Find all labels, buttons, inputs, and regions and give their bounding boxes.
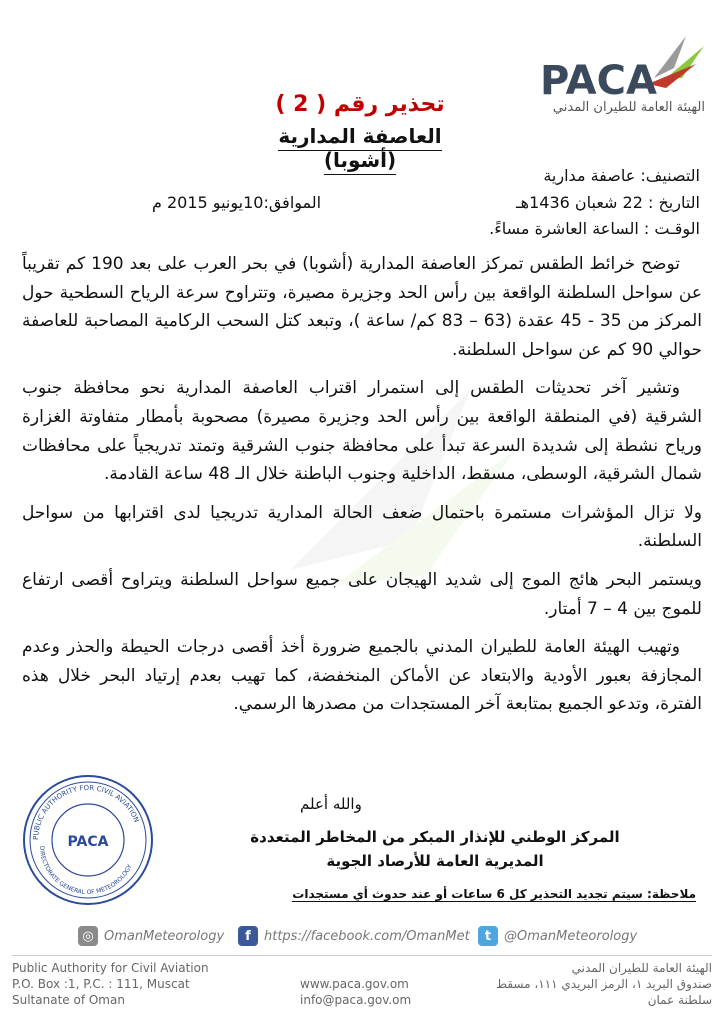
renewal-note-text: ملاحظة: سيتم تجديد التحذير كل 6 ساعات أو عند حدوث أي مستجدات [292,887,696,901]
instagram-link[interactable] [78,924,224,948]
gregorian-date: الموافق:10يونيو 2015 م [152,193,322,212]
logo-text: PACA [540,58,657,104]
facebook-link[interactable] [238,924,470,948]
renewal-note [292,887,696,901]
facebook-url: https://facebook.com/OmanMet [264,928,470,944]
footer-en-line3: Sultanate of Oman [12,993,125,1007]
footer-ar-line2: صندوق البريد ١، الرمز البريدي ١١١، مسقط [495,977,712,991]
official-stamp [20,772,156,908]
paragraph-sea-state: ويستمر البحر هائج الموج إلى شديد الهيجان على جميع سواحل السلطنة ويتراوح أقصى ارتفاع للموج بين 4 – 7 أمتار. [22,569,702,619]
footer-website[interactable]: www.paca.gov.om [300,977,409,991]
warning-number-title: تحذير رقم ( 2 ) [275,92,445,117]
warning-center-name: المركز الوطني للإنذار المبكر من المخاطر المتعددة [250,828,620,846]
logo-subtitle: الهيئة العامة للطيران المدني [552,100,705,115]
instagram-icon: ◎ [78,926,98,946]
paragraph-advisory: وتهيب الهيئة العامة للطيران المدني بالجميع ضرورة أخذ أقصى درجات الحيطة والحذر وعدم المجازفة بعبور الأودية والابتعاد عن الأماكن المنخفضة، كما تهيب بعدم إرتياد البحر خلال هذه الفترة، وتدعو الجميع بمتابعة آخر المستجدات من مصدرها الرسمي. [22,637,702,715]
footer-arabic-address [496,960,712,1008]
storm-title [240,124,480,172]
twitter-handle: @OmanMeteorology [504,928,638,944]
stamp-center-text: PACA [67,834,109,850]
classification: التصنيف: عاصفة مدارية [543,166,700,185]
footer-contacts [300,976,411,1008]
twitter-icon: t [478,926,498,946]
footer-email[interactable]: info@paca.gov.om [300,993,412,1007]
issue-time: الوقـت : الساعة العاشرة مساءً. [489,219,700,238]
footer-ar-line1: الهيئة العامة للطيران المدني [571,961,712,975]
storm-title-text: العاصفة المدارية (أشوبا) [278,124,441,175]
paragraph-weakening: ولا تزال المؤشرات مستمرة باحتمال ضعف الحالة المدارية تدريجيا لدى اقترابها من سواحل السلطنة. [22,502,702,552]
paca-logo [536,28,711,120]
closing-phrase: والله أعلم [300,795,362,813]
hijri-date: التاريخ : 22 شعبان 1436هـ [515,193,700,212]
facebook-icon: f [238,926,258,946]
instagram-handle: OmanMeteorology [104,928,225,944]
stamp-text-top: PUBLIC AUTHORITY FOR CIVIL AVIATION [31,783,141,841]
footer-ar-line3: سلطنة عمان [647,993,712,1007]
footer-divider [12,955,712,956]
footer-english-address [12,960,209,1008]
footer-en-line1: Public Authority for Civil Aviation [12,961,209,975]
meteorology-directorate: المديرية العامة للأرصاد الجوية [326,852,544,870]
footer-en-line2: P.O. Box :1, P.C. : 111, Muscat [12,977,190,991]
warning-body [22,250,702,729]
twitter-link[interactable] [478,924,637,948]
paragraph-position: توضح خرائط الطقس تمركز العاصفة المدارية (أشوبا) في بحر العرب على بعد 190 كم تقريباً عن سواحل السلطنة الواقعة بين رأس الحد وجزيرة مصيرة، وتتراوح سرعة الرياح السطحية حول المركز من 35 - 45 عقدة (63 – 83 كم/ ساعة )، وتبعد كتل السحب الركامية المصاحبة للعاصفة حوالي 90 كم عن سواحل السلطنة. [22,254,702,360]
paragraph-forecast: وتشير آخر تحديثات الطقس إلى استمرار اقتراب العاصفة المدارية نحو محافظة جنوب الشرقية (في المنطقة الواقعة بين رأس الحد وجزيرة مصيرة) مصحوبة بأمطار متفاوتة الغزارة ورياح نشطة إلى شديدة السرعة تبدأ على محافظة جنوب الشرقية وتمتد تدريجياً على محافظات شمال الشرقية، الوسطى، مسقط، الداخلية وجنوب الباطنة خلال الـ 48 ساعة القادمة. [22,378,702,485]
stamp-text-bottom: DIRECTORATE GENERAL OF METEOROLOGY [37,845,134,897]
